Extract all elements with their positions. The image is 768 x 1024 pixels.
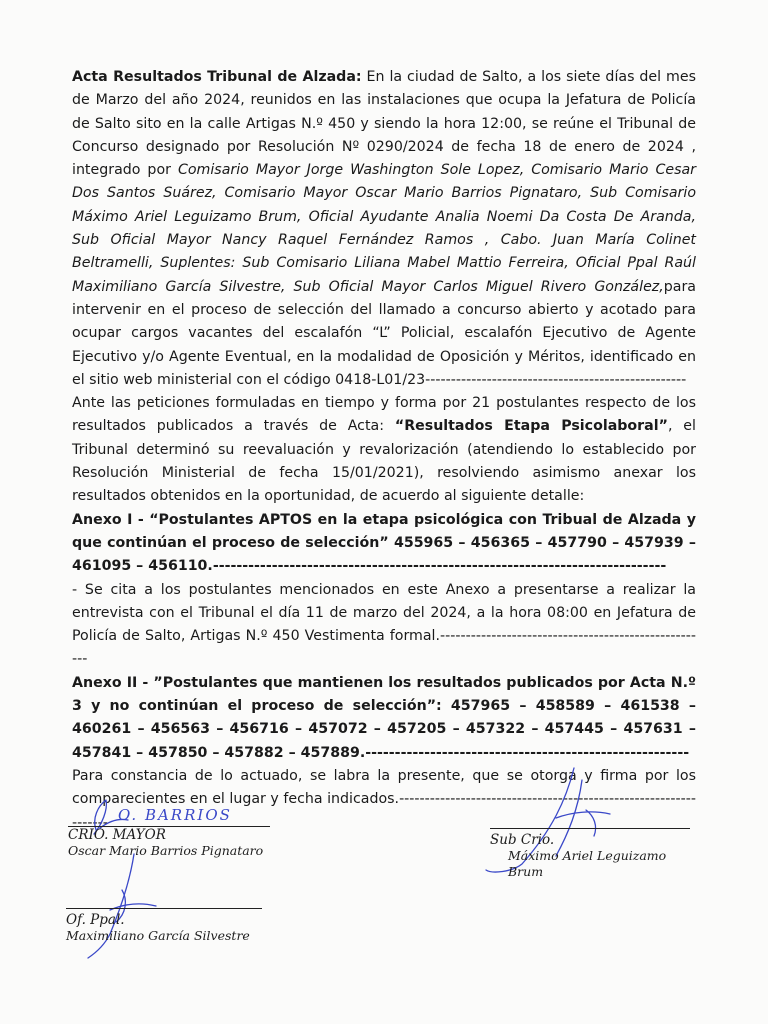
tribunal-members: Comisario Mayor Jorge Washington Sole Lopez, Comisario Mario Cesar Dos Santos Suárez, Comisario Mayor Oscar Mario Barrios Pignataro, Sub Comisario Máximo Ariel Leguizamo Brum, Oficial Ayudante Analia Noemi Da Costa De Aranda, Sub Oficial Mayor Nancy Raquel Fernández Ramos , Cabo. Juan María Colinet Beltramelli, Suplentes: Sub Comisario Liliana Mabel Mattio Ferreira, Oficial Ppal Raúl Maximiliano García Silvestre, Sub Oficial Mayor Carlos Miguel Rivero González, <box>72 162 697 295</box>
dash-fill: ----------------------------------------------------------------- <box>72 791 696 831</box>
acta-document <box>72 66 696 835</box>
acta-intro-text: En la ciudad de Salto, a los siete días del mes de Marzo del año 2024, reunidos en las instalaciones que ocupa la Jefatura de Policía de Salto sito en la calle Artigas N.º 450 y siendo la hora 12:00, se reúne el Tribunal de Concurso designado por Resolución Nº 0290/2024 de fecha 18 de enero de 2024 , integrado por <box>72 69 696 179</box>
annex-1-note <box>72 579 696 672</box>
signatory-rank: CRIO. MAYOR <box>68 827 166 843</box>
dash-fill: ----------------------------------------------------------------------------- <box>212 558 667 575</box>
annex-1-text: Anexo I - “Postulantes APTOS en la etapa psicológica con Tribual de Alzada y que continúan el proceso de selección” 455965 – 456365 – 457790 – 457939 – 461095 – 456110. <box>72 511 696 575</box>
acta-heading: Acta Resultados Tribunal de Alzada: <box>72 69 362 85</box>
annex-1-note-text: - Se cita a los postulantes mencionados en este Anexo a presentarse a realizar la entrevista con el Tribunal el día 11 de marzo del 2024, a la hora 08:00 en Jefatura de Policía de Salto, Artigas N.º 450 Vestimenta formal. <box>72 581 696 645</box>
closing-text: Para constancia de lo actuado, se labra la presente, que se otorga y firma por los comparecientes en el lugar y fecha indicados. <box>72 767 696 808</box>
acta-paragraph-petitions <box>72 392 696 508</box>
acta-reference-title: “Resultados Etapa Psicolaboral” <box>394 418 668 435</box>
annex-1 <box>72 509 696 579</box>
signatory-rank: Of. Ppal. <box>66 912 125 928</box>
signatory-name: Máximo Ariel Leguizamo Brum <box>508 848 667 879</box>
signature-block-of-ppal <box>66 908 262 944</box>
petitions-text-cont: , el Tribunal determinó su reevaluación y revalorización (atendiendo lo establecido por Resolución Ministerial de fecha 15/01/2021), resolviendo asimismo anexar los resultados obtenidos en la oportunidad, de acuerdo al siguiente detalle: <box>72 418 696 505</box>
acta-paragraph-intro <box>72 66 696 392</box>
acta-purpose-text: para intervenir en el proceso de selección del llamado a concurso abierto y acotado para ocupar cargos vacantes del escalafón “L” Policial, escalafón Ejecutivo de Agente Ejecutivo y/o Agente Eventual, en la modalidad de Oposición y Méritos, identificado en el sitio web ministerial con el código 0418-L01/23 <box>72 278 696 388</box>
dash-fill: ----------------------------------------------------- <box>72 628 696 668</box>
signature-line <box>490 828 690 829</box>
dash-fill: ------------------------------------------------------- <box>365 744 690 761</box>
annex-2 <box>72 672 696 765</box>
petitions-text: Ante las peticiones formuladas en tiempo y forma por 21 postulantes respecto de los resultados publicados a través de Acta: <box>72 395 696 435</box>
signature-barrios-handwritten: O. BARRIOS <box>118 806 232 824</box>
signatory-rank: Sub Crio. <box>490 832 555 848</box>
annex-2-text: Anexo II - ”Postulantes que mantienen los resultados publicados por Acta N.º 3 y no continúan el proceso de selección”: 457965 – 458589 – 461538 – 460261 – 456563 – 456716 – 457072 – 457205 – 457322 – 457445 – 457631 – 457841 – 457850 – 457882 – 457889. <box>72 674 696 761</box>
signatory-name: Maximiliano García Silvestre <box>66 928 250 943</box>
signature-block-sub-crio <box>490 828 690 880</box>
signature-line <box>66 908 262 909</box>
signatory-name: Oscar Mario Barrios Pignataro <box>68 843 264 858</box>
dash-fill: --------------------------------------------------- <box>425 371 687 388</box>
